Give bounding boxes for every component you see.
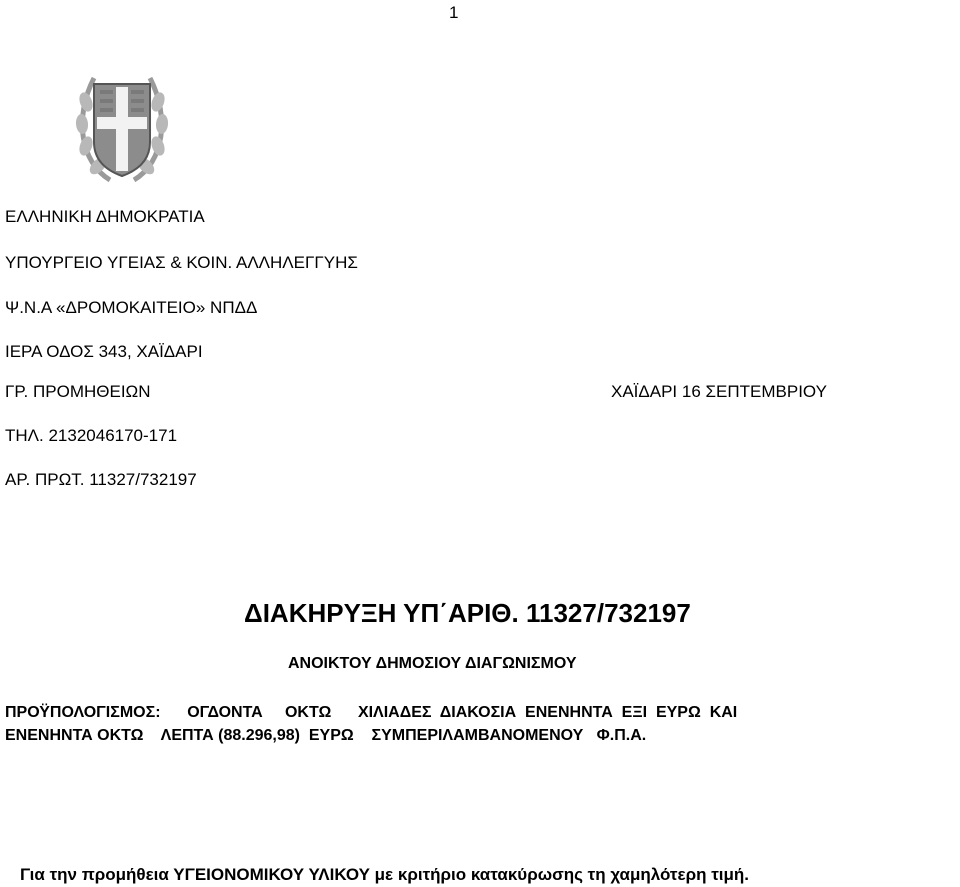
declaration-subtitle: ΑΝΟΙΚΤΟΥ ΔΗΜΟΣΙΟΥ ΔΙΑΓΩΝΙΣΜΟΥ bbox=[288, 655, 577, 672]
header-line-hospital: Ψ.Ν.Α «ΔΡΟΜΟΚΑΙΤΕΙΟ» ΝΠΔΔ bbox=[5, 298, 258, 317]
page-number: 1 bbox=[449, 3, 459, 22]
header-line-address: ΙΕΡΑ ΟΔΟΣ 343, ΧΑΪΔΑΡΙ bbox=[5, 342, 203, 361]
header-line-ministry: ΥΠΟΥΡΓΕΙΟ ΥΓΕΙΑΣ & ΚΟΙΝ. ΑΛΛΗΛΕΓΓΥΗΣ bbox=[5, 253, 358, 272]
procurement-purpose: Για την προμήθεια ΥΓΕΙΟΝΟΜΙΚΟΥ ΥΛΙΚΟΥ με κριτήριο κατακύρωσης τη χαμηλότερη τιμή. bbox=[20, 865, 750, 884]
greek-coat-of-arms-emblem bbox=[72, 62, 172, 187]
budget-line-2: ΕΝΕΝΗΝΤΑ ΟΚΤΩ ΛΕΠΤΑ (88.296,98) ΕΥΡΩ ΣΥΜΠΕΡΙΛΑΜΒΑΝΟΜΕΝΟΥ Φ.Π.Α. bbox=[5, 727, 647, 744]
header-line-department: ΓΡ. ΠΡΟΜΗΘΕΙΩΝ bbox=[5, 382, 151, 401]
header-line-phone: ΤΗΛ. 2132046170-171 bbox=[5, 426, 178, 445]
place-date: ΧΑΪΔΑΡΙ 16 ΣΕΠΤΕΜΒΡΙΟΥ bbox=[611, 382, 827, 401]
declaration-title: ΔΙΑΚΗΡΥΞΗ ΥΠ΄ΑΡΙΘ. 11327/732197 bbox=[244, 598, 691, 628]
header-line-country: ΕΛΛΗΝΙΚΗ ΔΗΜΟΚΡΑΤΙΑ bbox=[5, 207, 205, 226]
budget-line-1: ΠΡΟΫΠΟΛΟΓΙΣΜΟΣ: ΟΓΔΟΝΤΑ ΟΚΤΩ ΧΙΛΙΑΔΕΣ ΔΙΑΚΟΣΙΑ ΕΝΕΝΗΝΤΑ ΕΞΙ ΕΥΡΩ ΚΑΙ bbox=[5, 704, 738, 721]
header-line-protocol-number: ΑΡ. ΠΡΩΤ. 11327/732197 bbox=[5, 470, 197, 489]
